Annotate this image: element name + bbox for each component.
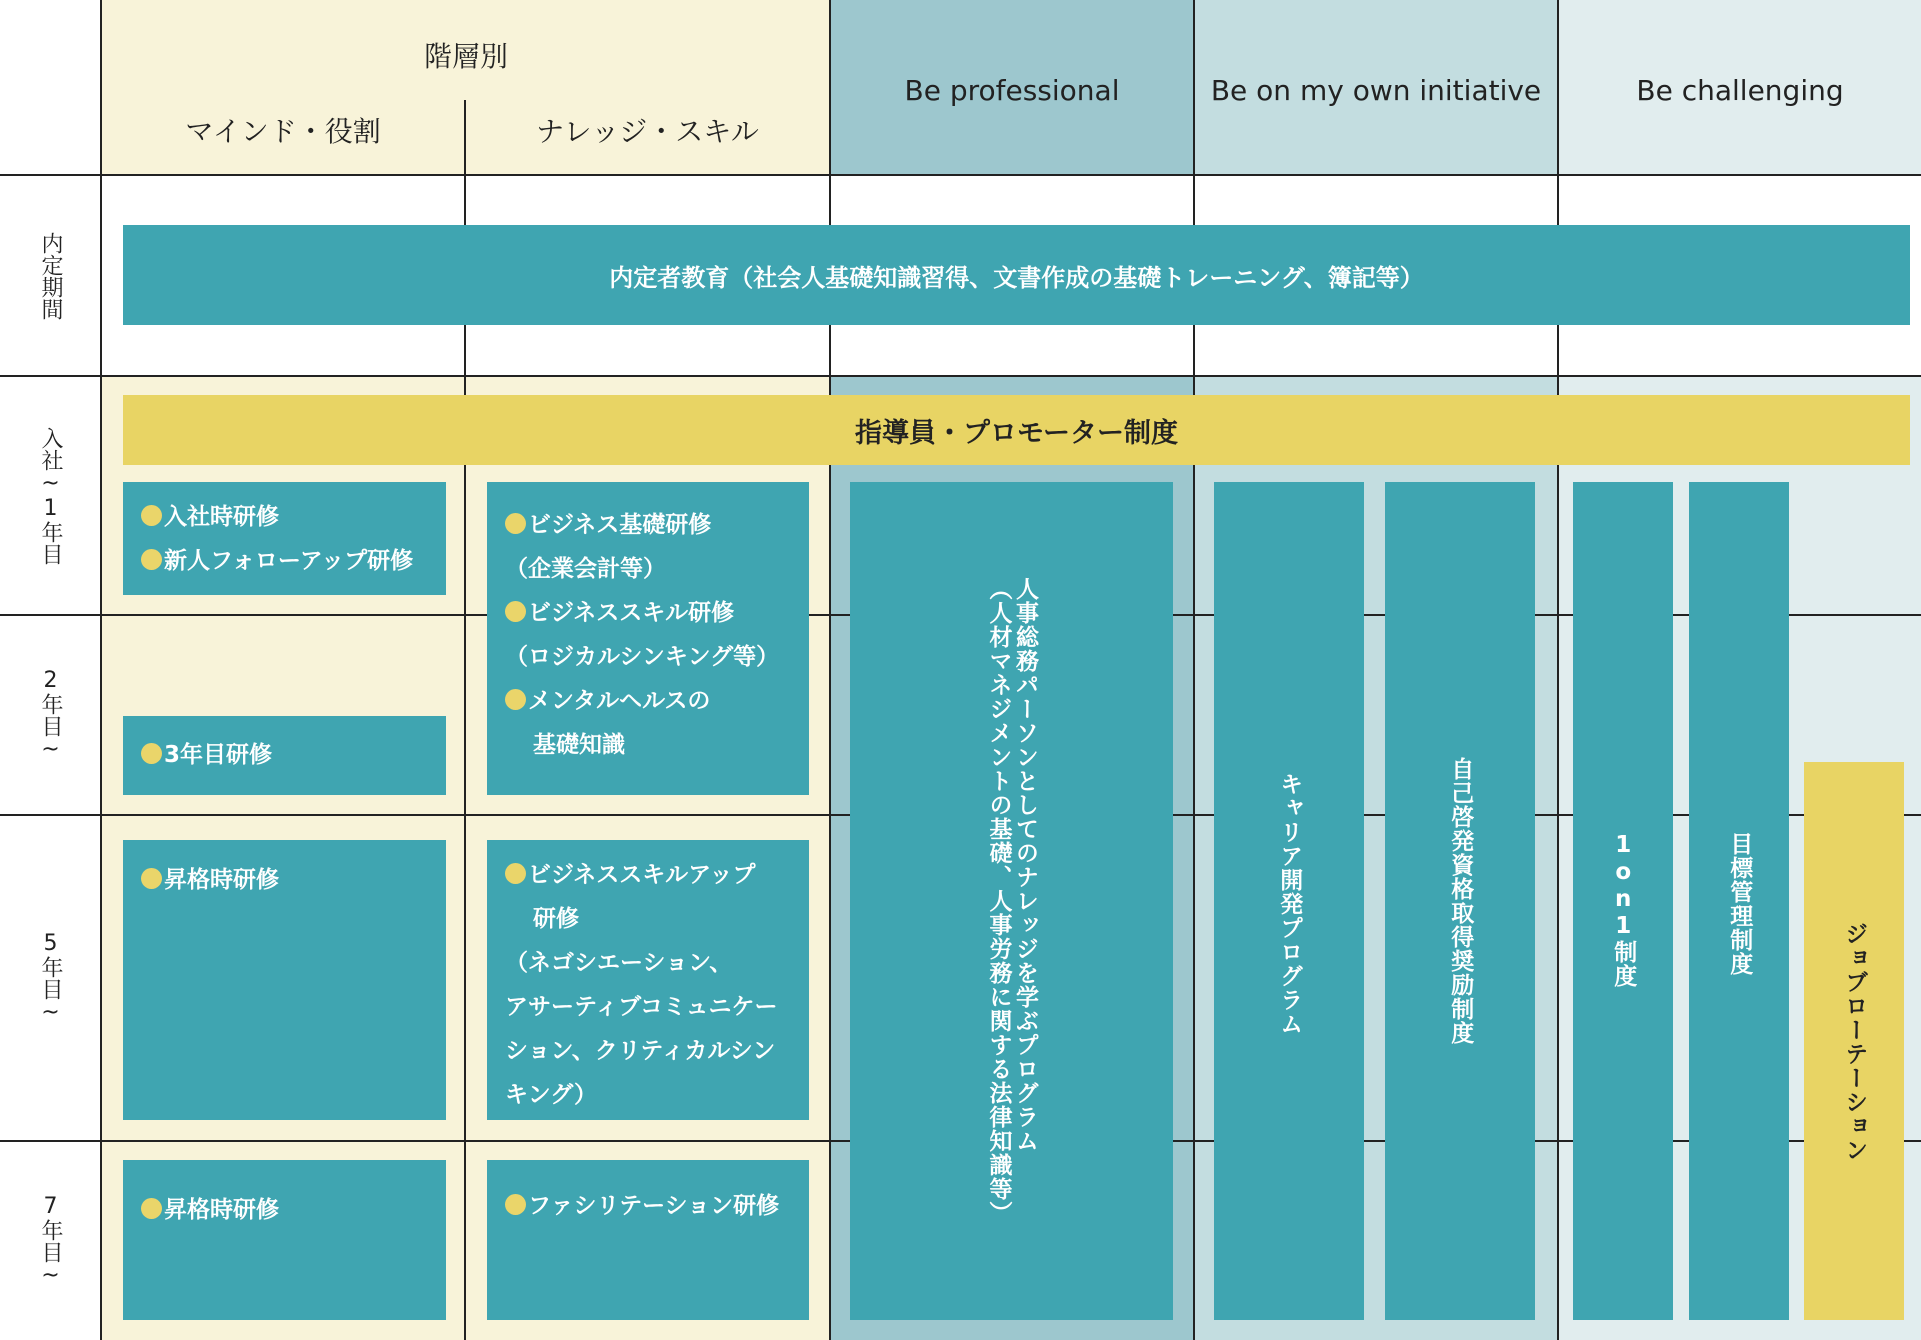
- header-col-mind: マインド・役割: [185, 115, 381, 148]
- knowledge-block-3: [487, 1160, 809, 1320]
- bullet-icon: [505, 1194, 526, 1215]
- job-rotation-bar: ジョブローテーション: [1804, 762, 1904, 1320]
- list-item-sub: アサーティブコミュニケー: [505, 994, 778, 1020]
- knowledge-block-1: [487, 482, 809, 795]
- self-dev-program-bar: 自己啓発資格取得奨励制度: [1385, 482, 1535, 1320]
- grid-line: [1193, 0, 1195, 1340]
- bullet-icon: [505, 689, 526, 710]
- list-item-sub: ション、クリティカルシン: [505, 1038, 776, 1064]
- list-item-sub: キング）: [505, 1082, 597, 1108]
- naitei-education-bar: 内定者教育（社会人基礎知識習得、文書作成の基礎トレーニング、簿記等）: [123, 225, 1910, 325]
- bullet-icon: [141, 549, 162, 570]
- list-item: 昇格時研修: [141, 858, 446, 902]
- list-item-continued: 基礎知識: [533, 732, 625, 758]
- list-item-continued: 研修: [533, 906, 579, 932]
- bullet-icon: [505, 601, 526, 622]
- bullet-icon: [141, 868, 162, 889]
- list-item: 昇格時研修: [141, 1188, 446, 1232]
- list-item: メンタルヘルスの: [505, 679, 809, 723]
- row-label-year2: 2年目~: [38, 668, 63, 762]
- grid-line: [1557, 0, 1559, 1340]
- list-item: ビジネススキル研修: [505, 591, 809, 635]
- row-label-year7: 7年目~: [38, 1194, 63, 1288]
- mind-year7-box: [123, 1160, 446, 1320]
- header-col-professional: Be professional: [904, 73, 1120, 107]
- grid-line: [100, 0, 102, 1340]
- grid-line: [829, 0, 831, 1340]
- list-item: ビジネススキルアップ: [505, 853, 809, 897]
- row-label-naitei: 内定期間: [38, 231, 63, 320]
- mind-year5-box: [123, 840, 446, 1120]
- list-item: 3年目研修: [141, 733, 446, 777]
- knowledge-block-2: [487, 840, 809, 1120]
- mentor-system-bar: 指導員・プロモーター制度: [123, 395, 1910, 465]
- professional-program-text: 人事総務パーソンとしてのナレッジを学ぶプログラム （人材マネジメントの基礎、人事労務に関する法律知識等）: [985, 577, 1038, 1225]
- bullet-icon: [505, 513, 526, 534]
- list-item-sub: （ネゴシエーション、: [505, 950, 733, 976]
- header-col-knowledge: ナレッジ・スキル: [536, 115, 759, 148]
- bullet-icon: [141, 743, 162, 764]
- one-on-one-bar: 1on1制度: [1573, 482, 1673, 1320]
- list-item: 入社時研修: [141, 495, 446, 539]
- list-item: 新人フォローアップ研修: [141, 539, 446, 583]
- mind-year1-box: [123, 482, 446, 595]
- list-item: ビジネス基礎研修: [505, 503, 809, 547]
- grid-line: [0, 375, 1921, 377]
- list-item-sub: （ロジカルシンキング等）: [505, 644, 780, 670]
- row-label-year5: 5年目~: [38, 931, 63, 1025]
- bullet-icon: [505, 863, 526, 884]
- grid-line: [0, 174, 1921, 176]
- list-item: ファシリテーション研修: [505, 1184, 809, 1228]
- mind-year2-box: [123, 716, 446, 795]
- header-col-challenging: Be challenging: [1636, 73, 1844, 107]
- bullet-icon: [141, 1198, 162, 1219]
- professional-program-box: [850, 482, 1173, 1320]
- header-col-initiative: Be on my own initiative: [1210, 73, 1542, 107]
- row-label-year1: 入社~1年目: [38, 426, 63, 565]
- goal-management-bar: 目標管理制度: [1689, 482, 1789, 1320]
- career-program-bar: キャリア開発プログラム: [1214, 482, 1364, 1320]
- bullet-icon: [141, 505, 162, 526]
- header-group-label: 階層別: [423, 40, 508, 73]
- list-item-sub: （企業会計等）: [505, 556, 666, 582]
